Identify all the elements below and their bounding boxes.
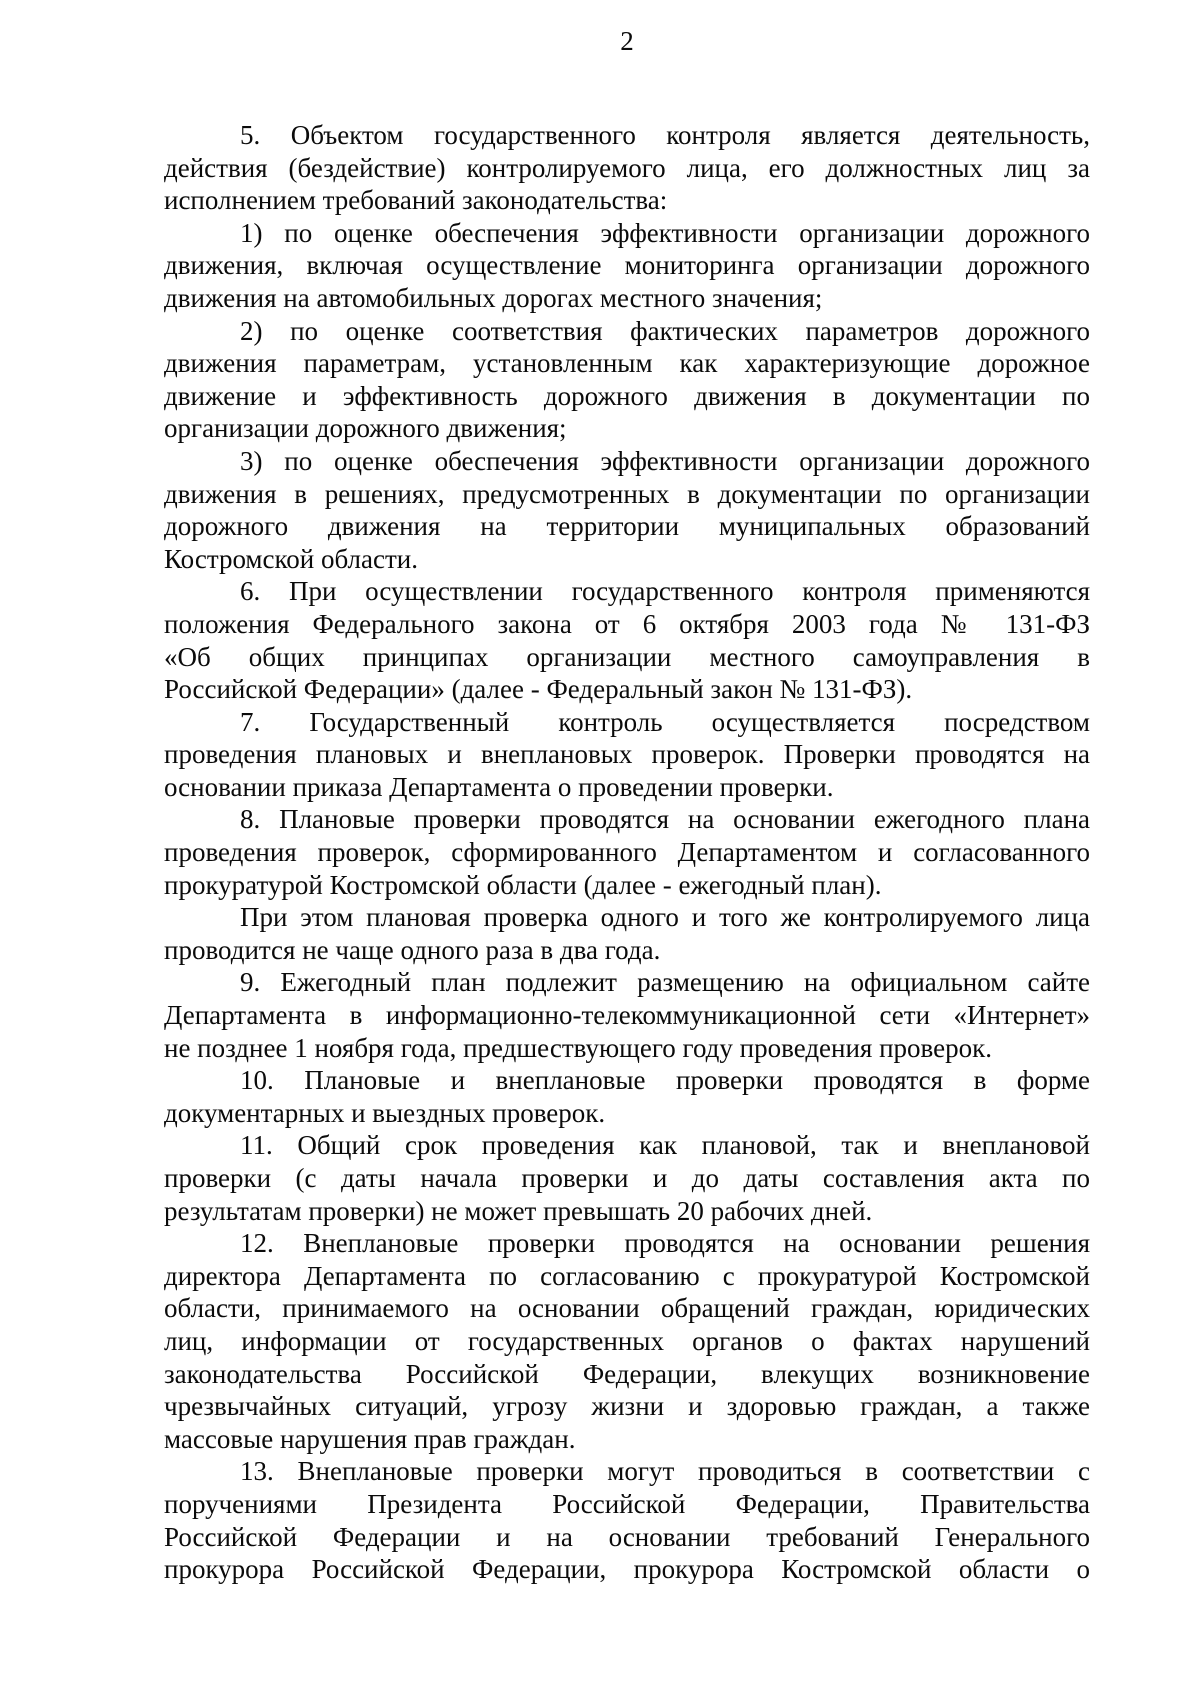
clause-10: [164, 1064, 1090, 1129]
clause-7: [164, 706, 1090, 804]
text-line: чрезвычайных ситуаций, угрозу жизни и здоровью граждан, а также: [164, 1391, 1090, 1422]
text-line: дорожного движения на территории муниципальных образований: [164, 511, 1090, 542]
text-line: директора Департамента по согласованию с прокуратурой Костромской: [164, 1260, 1090, 1291]
text-line: проведения плановых и внеплановых проверок. Проверки проводятся на: [164, 739, 1090, 770]
clause-13: [164, 1455, 1090, 1585]
text-line: прокуратурой Костромской области (далее - ежегодный план).: [164, 869, 882, 900]
text-line: положения Федерального закона от 6 октября 2003 года № 131-ФЗ: [164, 608, 1090, 639]
text-line: 7. Государственный контроль осуществляется посредством: [240, 706, 1090, 737]
clause-5-sub-2: [164, 315, 1090, 445]
text-line: проводится не чаще одного раза в два года.: [164, 934, 661, 965]
text-line: поручениями Президента Российской Федерации, Правительства: [164, 1488, 1090, 1519]
text-line: Российской Федерации и на основании требований Генерального: [164, 1521, 1090, 1552]
clause-5-sub-1: [164, 217, 1090, 315]
text-line: 3) по оценке обеспечения эффективности организации дорожного: [240, 445, 1090, 476]
text-line: документарных и выездных проверок.: [164, 1097, 606, 1128]
text-line: области, принимаемого на основании обращений граждан, юридических: [164, 1293, 1090, 1324]
text-line: 2) по оценке соответствия фактических параметров дорожного: [240, 315, 1090, 346]
text-line: 5. Объектом государственного контроля является деятельность,: [240, 120, 1090, 150]
text-line: 6. При осуществлении государственного контроля применяются: [240, 576, 1090, 607]
text-line: 8. Плановые проверки проводятся на основании ежегодного плана: [240, 804, 1090, 835]
text-line: прокурора Российской Федерации, прокурора Костромской области о: [164, 1554, 1090, 1585]
text-line: массовые нарушения прав граждан.: [164, 1423, 576, 1454]
text-line: действия (бездействие) контролируемого лица, его должностных лиц за: [164, 152, 1090, 183]
clause-5-sub-3: [164, 445, 1090, 575]
document-body: [164, 119, 1090, 1586]
text-line: «Об общих принципах организации местного самоуправления в: [164, 641, 1090, 672]
text-line: проверки (с даты начала проверки и до даты составления акта по: [164, 1163, 1090, 1193]
text-line: Российской Федерации» (далее - Федеральный закон № 131-ФЗ).: [164, 674, 913, 705]
text-line: движения в решениях, предусмотренных в документации по организации: [164, 478, 1090, 509]
clause-12: [164, 1227, 1090, 1455]
text-line: основании приказа Департамента о проведении проверки.: [164, 771, 834, 802]
text-line: 13. Внеплановые проверки могут проводиться в соответствии с: [240, 1456, 1090, 1487]
text-line: организации дорожного движения;: [164, 413, 567, 444]
text-line: законодательства Российской Федерации, влекущих возникновение: [164, 1358, 1090, 1389]
text-line: движения параметрам, установленным как характеризующие дорожное: [164, 348, 1090, 379]
clause-11: [164, 1129, 1090, 1227]
text-line: результатам проверки) не может превышать 20 рабочих дней.: [164, 1195, 873, 1226]
clause-6: [164, 575, 1090, 705]
clause-8-note: [164, 901, 1090, 966]
text-line: не позднее 1 ноября года, предшествующего году проведения проверок.: [164, 1032, 992, 1063]
clause-5: [164, 119, 1090, 217]
text-line: Департамента в информационно-телекоммуникационной сети «Интернет»: [164, 1000, 1090, 1031]
text-line: проведения проверок, сформированного Департаментом и согласованного: [164, 837, 1090, 868]
text-line: движение и эффективность дорожного движения в документации по: [164, 380, 1090, 411]
text-line: движения, включая осуществление мониторинга организации дорожного: [164, 250, 1090, 281]
text-line: движения на автомобильных дорогах местного значения;: [164, 282, 823, 313]
text-line: 12. Внеплановые проверки проводятся на основании решения: [240, 1228, 1090, 1259]
clause-8: [164, 803, 1090, 901]
text-line: исполнением требований законодательства:: [164, 185, 668, 216]
text-line: 1) по оценке обеспечения эффективности организации дорожного: [240, 217, 1090, 248]
page-number: 2: [620, 26, 634, 56]
text-line: 11. Общий срок проведения как плановой, так и внеплановой: [240, 1130, 1090, 1161]
text-line: При этом плановая проверка одного и того же контролируемого лица: [240, 902, 1090, 933]
text-line: 9. Ежегодный план подлежит размещению на официальном сайте: [240, 967, 1090, 998]
clause-9: [164, 966, 1090, 1064]
text-line: Костромской области.: [164, 543, 418, 574]
text-line: 10. Плановые и внеплановые проверки проводятся в форме: [240, 1065, 1090, 1096]
text-line: лиц, информации от государственных органов о фактах нарушений: [164, 1325, 1090, 1356]
